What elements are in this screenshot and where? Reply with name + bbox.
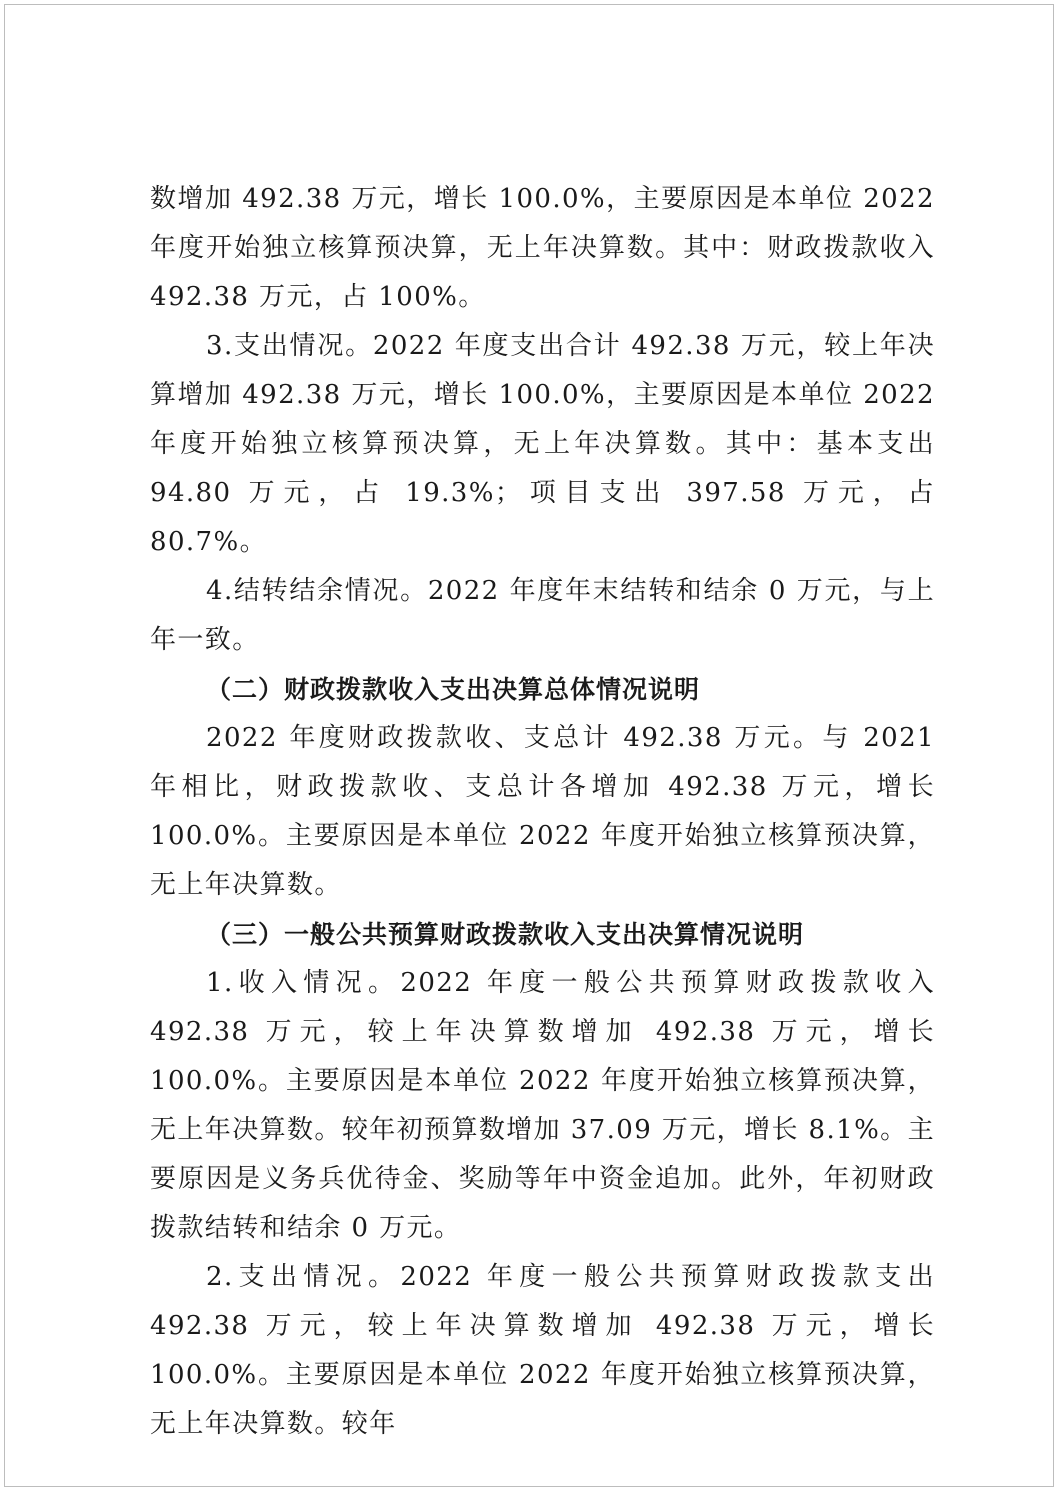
document-body [150,175,935,1449]
paragraph-general-budget-expenditure: 2.支出情况。2022 年度一般公共预算财政拨款支出 492.38 万元，较上年决算数增加 492.38 万元，增长 100.0%。主要原因是本单位 2022 年度开始独立核算预决算，无上年决算数。较年 [150,1262,935,1439]
paragraph-general-budget-income: 1.收入情况。2022 年度一般公共预算财政拨款收入 492.38 万元，较上年决算数增加 492.38 万元，增长 100.0%。主要原因是本单位 2022 年度开始独立核算预决算，无上年决算数。较年初预算数增加 37.09 万元，增长 8.1%。主要原因是义务兵优待金、奖励等年中资金追加。此外，年初财政拨款结转和结余 0 万元。 [150,968,935,1243]
paragraph-carryover: 4.结转结余情况。2022 年度年末结转和结余 0 万元，与上年一致。 [150,576,935,655]
paragraph-expenditure: 3.支出情况。2022 年度支出合计 492.38 万元，较上年决算增加 492.38 万元，增长 100.0%，主要原因是本单位 2022 年度开始独立核算预决算，无上年决算数。其中：基本支出 94.80 万元，占 19.3%；项目支出 397.58 万元，占 80.7%。 [150,331,935,557]
document-page [4,4,1054,1487]
paragraph-fiscal-total: 2022 年度财政拨款收、支总计 492.38 万元。与 2021 年相比，财政拨款收、支总计各增加 492.38 万元，增长 100.0%。主要原因是本单位 2022 年度开始独立核算预决算，无上年决算数。 [150,723,935,900]
section-heading-general-budget: （三）一般公共预算财政拨款收入支出决算情况说明 [206,920,805,949]
section-heading-fiscal-appropriation: （二）财政拨款收入支出决算总体情况说明 [206,675,701,704]
paragraph-income-continued: 数增加 492.38 万元，增长 100.0%，主要原因是本单位 2022 年度开始独立核算预决算，无上年决算数。其中：财政拨款收入 492.38 万元，占 100%。 [150,184,935,312]
